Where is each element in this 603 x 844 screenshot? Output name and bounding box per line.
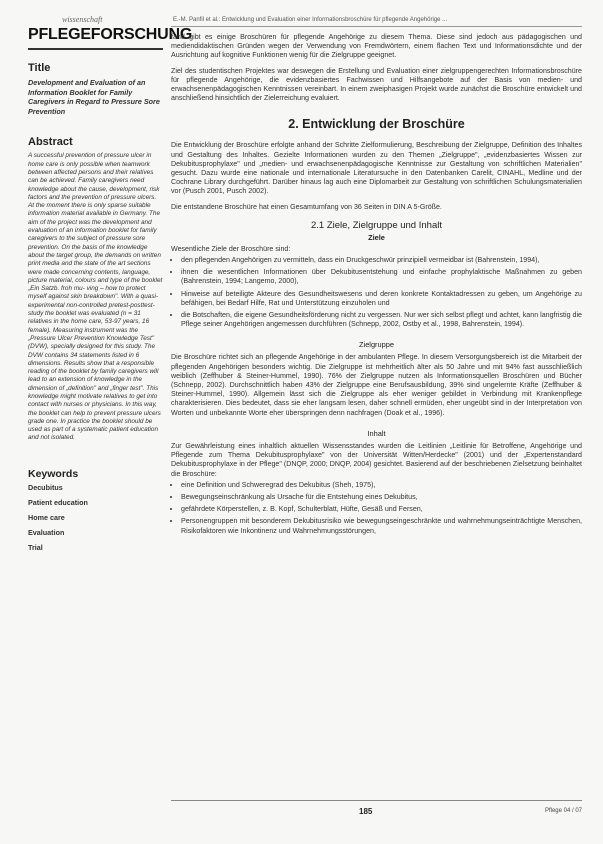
list-item: • gefährdete Körperstellen, z. B. Kopf, Schulterblatt, Hüfte, Gesäß und Fersen, — [181, 505, 582, 514]
logo-subtitle: wissenschaft — [62, 15, 103, 24]
page-footer — [171, 800, 582, 829]
ziele-list — [171, 256, 582, 329]
journal-reference: Pflege 04 / 07 — [544, 808, 582, 814]
keyword-item: Home care — [28, 512, 65, 522]
list-item: • ihnen die wesentlichen Informationen über Dekubitusentstehung und einfache prophylaktische Maßnahmen zu geben (Bahrenstein, 1994; Langemo, 2000), — [181, 268, 582, 286]
section-paragraph-2: Die entstandene Broschüre hat einen Gesamtumfang von 36 Seiten in DIN A 5-Größe. — [171, 202, 442, 211]
keyword-item: Patient education — [28, 497, 88, 507]
list-item: • Personengruppen mit besonderem Dekubitusrisiko wie bewegungseingeschränkte und wahrnehmungseinträchtigte Menschen, Risikofaktoren wie Inkontinenz und Wahrnehmungsstörungen, — [181, 517, 582, 535]
list-item: • den pflegenden Angehörigen zu vermitteln, dass ein Druckgeschwür prinzipiell vermeidbar ist (Bahrenstein, 1994), — [181, 256, 582, 265]
section-title: 2. Entwicklung der Broschüre — [288, 117, 465, 132]
logo-title: PFLEGEFORSCHUNG — [28, 26, 193, 43]
english-title: Development and Evaluation of an Information Booklet for Family Caregivers in Regard to Pressure Sore Prevention — [28, 78, 160, 116]
keyword-item: Evaluation — [28, 527, 65, 537]
journal-logo — [28, 14, 193, 50]
section-paragraph: Die Entwicklung der Broschüre erfolgte anhand der Schritte Zielformulierung, Beschreibung der Zielgruppe, Definition des Inhaltes und Gestaltung des Inhaltes. Gezielte Informationen wurden zu den Themen „Zielgruppe", „evidenzbasiertes Wissen zur Dekubitusprophylaxe" und „medien- und erwachsenenpädagogische Kenntnisse zur Gestaltung von schriftlichen Materialien" gesucht. Dazu wurde eine nationale und internationale Literatursuche in den Datenbanken Carelit, CINAHL, Medline und der Cochrane Library durchgeführt. Darüber hinaus lag auch eine Diplomarbeit zur Gestaltung von schriftlichen Schulungsmaterialien vor (Pusch 2001, Pusch 2002). — [171, 141, 582, 196]
keywords-label: Keywords — [28, 467, 79, 480]
abstract-label: Abstract — [28, 136, 73, 149]
zielgruppe-paragraph: Die Broschüre richtet sich an pflegende Angehörige in der ambulanten Pflege. In diesem Versorgungsbereich ist die Mitarbeit der pflegenden Angehörigen besonders wichtig. Die Zielgruppe ist mehrheitlich älter als 50 Jahre und mit 94% fast ausschließlich weiblich (Zeffhuber & Steiner-Hummel, 1990). 76% der Zielgruppe nutzen als Informationsquellen Broschüren und Bücher (Schnepp, 2002). Durchschnittlich haben 43% der Zielgruppe eine Berufsausbildung, 39% sind ungelernte Kräfte (Zeffhuber & Steiner-Hummel, 1990). Allgemein lässt sich die Zielgruppe als eher weniger gebildet in Verbindung mit Krankenpflege charakterisieren. Dies bedeutet, dass sie eher langsam lesen, daher schnell ermüden, eher ungeübt sind in der Interpretation von Worten und unbekannte Worte eher überspringen denn nachfragen (Doak et al., 1996). — [171, 353, 582, 417]
ziele-intro: Wesentliche Ziele der Broschüre sind: — [171, 244, 291, 253]
intro-paragraph-2: Ziel des studentischen Projektes war deswegen die Erstellung und Evaluation einer zielgruppengerechten Informationsbroschüre für pflegende Angehörige, die evidenzbasiertes Fachwissen und Hilfsangebote auf der Basis von medien- und erwachsenenpädagogischen Kenntnissen vereinbart. In einem zweiphasigen Projekt wurde zunächst die Broschüre entwickelt und anschließend hinsichtlich der Zielerreichung evaluiert. — [171, 66, 582, 103]
main-content — [171, 14, 582, 834]
ziele-heading: Ziele — [368, 232, 385, 242]
title-label: Title — [28, 62, 51, 74]
list-item: • eine Definition und Schweregrad des Dekubitus (Sheh, 1975), — [181, 481, 582, 490]
inhalt-paragraph: Zur Gewährleistung eines inhaltlich aktuellen Wissensstandes wurden die Leitlinien „Leitlinie für Betroffene, Angehörige und Pflegende zum Thema Dekubitusprophylaxe" von der Universität Witten/Herdecke" (2001) und der „Expertenstandard Dekubitusprophylaxe in der Pflege" (DNQP, 2000; DNQP, 2004) gesichtet. Basierend auf der beschriebenen Zielsetzung beinhaltet die Broschüre: — [171, 441, 582, 478]
running-head: E.-M. Panfil et al.: Entwicklung und Evaluation einer Informationsbroschüre für pflegende Angehörige ... — [171, 14, 582, 27]
page-number: 185 — [359, 807, 373, 816]
list-item: • Hinweise auf beteiligte Akteure des Gesundheitswesens und deren konkrete Kontaktadressen zu geben, um Angehörige zu befähigen, bei Bedarf Hilfe, Rat und Unterstützung einzuholen und — [181, 290, 582, 308]
subsection-title: 2.1 Ziele, Zielgruppe und Inhalt — [311, 219, 442, 231]
intro-paragraph: fand gibt es einige Broschüren für pflegende Angehörige zu diesem Thema. Diese sind jedoch aus pädagogischen und mediendidaktischen Gründen wegen der Verwendung von Fremdwörtern, einem flachen Text und Informationsdichte und der Ausrichtung auf kognitive Funktionen wenig für die Zielgruppe geeignet. — [171, 33, 582, 60]
abstract-text: A successful prevention of pressure ulcer in home care is only possible when teamwork between affected persons and their relatives can be achieved. Family caregivers need knowledge about the cause, development, risk factors and the prevention of pressure ulcers. At the moment there is only sparse suitable information material available in Germany. The aim of the project was the development and evaluation of an information booklet for family caregivers to the subject of pressure sore prevention. On the basis of the knowledge about the target group, the demands on written print media and the state of the art sections were made concerning contents, language, picture material, colours and type of the booklet „Ein Satzb. froh mu- ving – how to protect myself against skin breakdown". With a quasi-experimental non-controlled pretest-posttest-study the booklet was evaluated (n = 31 relatives in the home care, 53-97 years, 16 female). Measuring instrument was the „Pressure Ulcer Prevention Knowledge Test" (DVW), specially designed for this study. The DVW contains 34 statements listed in 6 dimensions. Results show that a responsible reading of the booklet by family caregivers will lead to an extension of knowledge in the dimension of „definition" and „finger test". This knowledge might motivate relatives to get into contact with nurses or physicians. In this way, the booklet can help to prevent pressure ulcers grade one. In practice the booklet should be used as part of a systematic patient education and not isolated. — [28, 152, 163, 442]
list-item: • Bewegungseinschränkung als Ursache für die Entstehung eines Dekubitus, — [181, 493, 582, 502]
inhalt-list — [171, 481, 582, 536]
zielgruppe-heading: Zielgruppe — [359, 340, 394, 350]
keyword-item: Decubitus — [28, 482, 63, 492]
keyword-item: Trial — [28, 542, 43, 552]
sidebar — [28, 14, 193, 822]
inhalt-heading: Inhalt — [367, 428, 386, 438]
list-item: • die Botschaften, die eigene Gesundheitsförderung nicht zu vergessen. Nur wer sich selbst pflegt und achtet, kann langfristig die Pflege seiner Angehörigen angemessen durchführen (Schnepp, 2002, Ostby et al., 1998, Bahrenstein, 1994). — [181, 311, 582, 329]
